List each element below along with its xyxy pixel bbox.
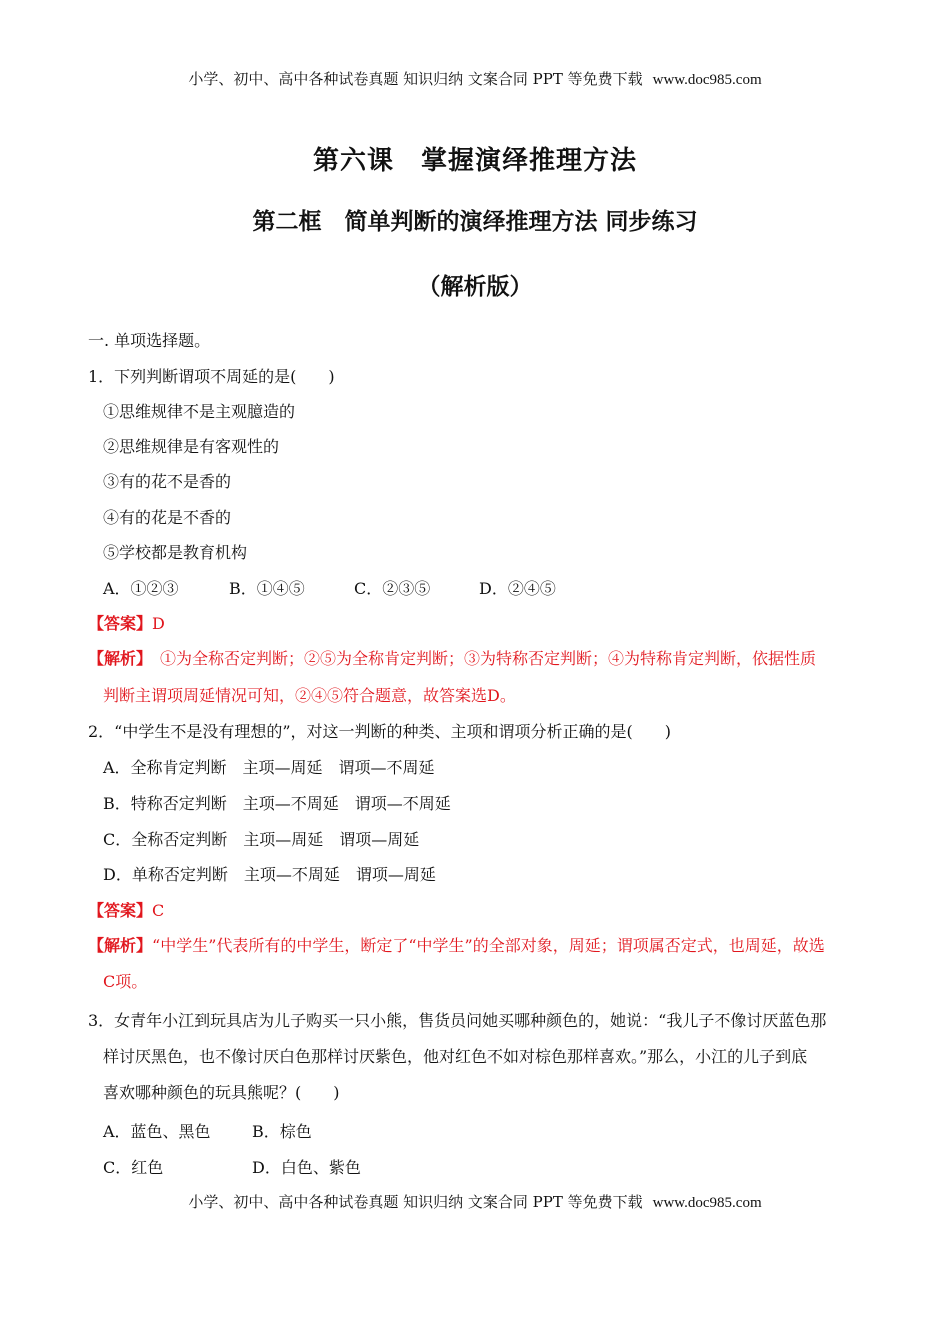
q1-item: ①思维规律不是主观臆造的 — [103, 402, 296, 421]
footer-text: 小学、初中、高中各种试卷真题 知识归纳 文案合同 PPT 等免费下载 — [188, 1193, 643, 1211]
q3-stem-cont: 喜欢哪种颜色的玩具熊呢？( ) — [103, 1083, 340, 1102]
q1-item: ④有的花是不香的 — [103, 508, 232, 527]
answer-label: 【答案】 — [88, 901, 153, 920]
q1-item: ③有的花不是香的 — [103, 472, 232, 491]
analysis-text: “中学生”代表所有的中学生，断定了“中学生”的全部对象，周延；谓项属否定式，也周延，故选 — [152, 936, 825, 955]
footer-site[interactable]: www.doc985.com — [652, 1195, 762, 1211]
page-header — [0, 68, 950, 89]
section-title: 第二框 简单判断的演绎推理方法 同步练习 — [252, 209, 698, 235]
q3-stem: 3．女青年小江到玩具店为儿子购买一只小熊，售货员问她买哪种颜色的，她说：“我儿子不像讨厌蓝色那 — [88, 1011, 827, 1030]
page-footer — [0, 1191, 950, 1212]
q2-option-d: D．单称否定判断 主项—不周延 谓项—周延 — [103, 865, 436, 884]
q2-option-b: B．特称否定判断 主项—不周延 谓项—不周延 — [103, 794, 451, 813]
edition-title: （解析版） — [417, 274, 533, 300]
lesson-title: 第六课 掌握演绎推理方法 — [312, 146, 637, 176]
q1-analysis — [88, 646, 816, 669]
q1-stem: 1．下列判断谓项不周延的是( ) — [88, 367, 335, 386]
analysis-label: 【解析】 — [88, 936, 153, 955]
answer-value: D — [152, 614, 165, 633]
q2-answer — [88, 898, 164, 921]
q2-stem: 2．“中学生不是没有理想的”，对这一判断的种类、主项和谓项分析正确的是( ) — [88, 722, 672, 741]
q1-option-b: B．①④⑤ — [229, 579, 305, 598]
header-site[interactable]: www.doc985.com — [652, 72, 762, 88]
header-text: 小学、初中、高中各种试卷真题 知识归纳 文案合同 PPT 等免费下载 — [188, 70, 643, 88]
q1-item: ⑤学校都是教育机构 — [103, 543, 248, 562]
q2-option-c: C．全称否定判断 主项—周延 谓项—周延 — [103, 830, 420, 849]
analysis-label: 【解析】 — [88, 649, 145, 668]
q2-analysis — [88, 933, 825, 956]
analysis-text: ①为全称否定判断；②⑤为全称肯定判断；③为特称否定判断；④为特称肯定判断，依据性质 — [144, 649, 817, 668]
answer-label: 【答案】 — [88, 614, 153, 633]
q3-option-d: D．白色、紫色 — [252, 1158, 361, 1177]
q1-option-a: A．①②③ — [103, 579, 179, 598]
q3-option-c: C．红色 — [103, 1158, 164, 1177]
q3-stem-cont: 样讨厌黑色，也不像讨厌白色那样讨厌紫色，他对红色不如对棕色那样喜欢。”那么，小江的儿子到底 — [103, 1047, 808, 1066]
q1-option-c: C．②③⑤ — [354, 579, 431, 598]
q1-item: ②思维规律是有客观性的 — [103, 437, 280, 456]
section-heading: 一. 单项选择题。 — [88, 331, 211, 350]
q1-analysis-cont: 判断主谓项周延情况可知，②④⑤符合题意，故答案选D。 — [103, 686, 516, 705]
q2-analysis-cont: C项。 — [103, 972, 148, 991]
q3-option-a: A．蓝色、黑色 — [103, 1122, 211, 1141]
answer-value: C — [152, 901, 165, 920]
q2-option-a: A．全称肯定判断 主项—周延 谓项—不周延 — [103, 758, 435, 777]
q1-answer — [88, 611, 165, 634]
q1-option-d: D．②④⑤ — [479, 579, 556, 598]
q3-option-b: B．棕色 — [252, 1122, 312, 1141]
